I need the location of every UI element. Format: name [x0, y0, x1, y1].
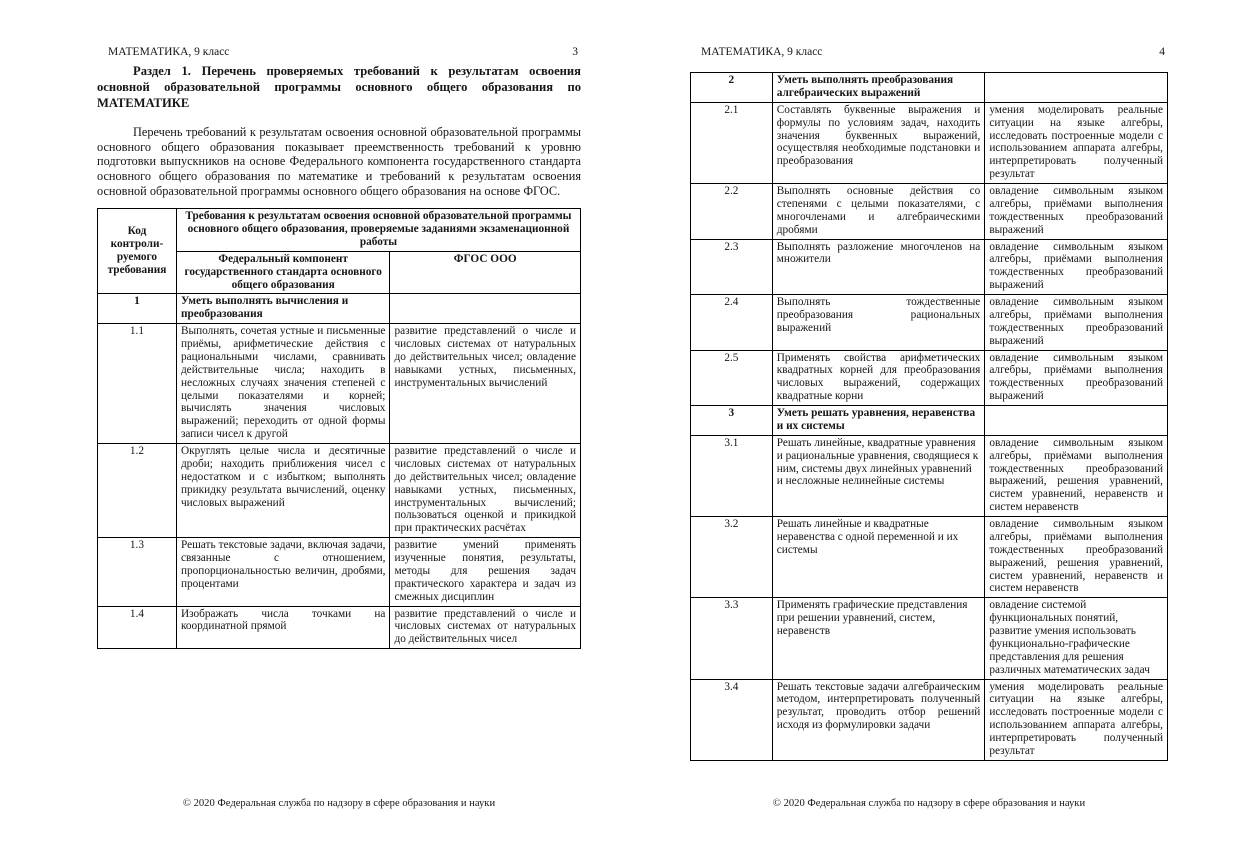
code-cell: 2.3	[691, 239, 773, 295]
page-4-footer: © 2020 Федеральная служба по надзору в сфере образования и науки	[772, 798, 1086, 809]
requirement-cell: Уметь выполнять вычисления и преобразования	[176, 294, 390, 324]
fgos-ooo-column-header: ФГОС ООО	[390, 251, 581, 294]
table-row	[98, 324, 581, 444]
span-column-header: Требования к результатам освоения основной образовательной программы основного общего образования, проверяемые заданиями экзаменационной работы	[176, 209, 580, 252]
code-cell: 2.4	[691, 295, 773, 351]
code-cell: 1.3	[98, 538, 177, 606]
requirement-cell: Решать текстовые задачи алгебраическим методом, интерпретировать полученный результат, проводить отбор решений исходя из формулировки задачи	[772, 679, 985, 760]
table-row	[98, 606, 581, 649]
requirement-cell: Выполнять, сочетая устные и письменные приёмы, арифметические действия с рациональными числами, сравнивать действительные числа; находить в несложных случаях значения степеней с целыми показателями и корней; вычислять значения числовых выражений; переходить от одной формы записи чисел к другой	[176, 324, 390, 444]
table-row	[98, 538, 581, 606]
requirements-table-page3	[97, 208, 581, 649]
table-row	[691, 102, 1168, 183]
requirement-cell: Выполнять тождественные преобразования рациональных выражений	[772, 295, 985, 351]
table-row	[98, 444, 581, 538]
code-cell: 3.3	[691, 598, 773, 679]
table-row	[691, 517, 1168, 598]
page-3-running-title: МАТЕМАТИКА, 9 класс	[108, 46, 230, 58]
table-row	[691, 239, 1168, 295]
requirement-cell: Применять графические представления при решении уравнений, систем, неравенств	[772, 598, 985, 679]
page-4	[690, 46, 1168, 761]
code-cell: 1.4	[98, 606, 177, 649]
table-row	[691, 679, 1168, 760]
table-row	[691, 350, 1168, 406]
requirements-table-page4	[690, 72, 1168, 761]
code-column-header: Код контроли-руемого требования	[98, 209, 177, 294]
table-row	[691, 295, 1168, 351]
page-4-header	[690, 46, 1168, 58]
fgos-cell	[390, 294, 581, 324]
fgos-cell: овладение символьным языком алгебры, приёмами выполнения тождественных преобразований выражений	[985, 350, 1168, 406]
requirement-cell: Решать линейные, квадратные уравнения и рациональные уравнения, сводящиеся к ним, системы двух линейных уравнений и несложные нелинейные системы	[772, 435, 985, 516]
page-3	[97, 46, 581, 649]
requirement-cell: Изображать числа точками на координатной прямой	[176, 606, 390, 649]
code-cell: 2.1	[691, 102, 773, 183]
fgos-cell	[985, 406, 1168, 436]
code-cell: 2.5	[691, 350, 773, 406]
page-4-number: 4	[1159, 46, 1165, 58]
table-row	[691, 435, 1168, 516]
table-row	[98, 294, 581, 324]
requirement-cell: Уметь выполнять преобразования алгебраических выражений	[772, 73, 985, 103]
fgos-cell: развитие представлений о числе и числовых системах от натуральных до действительных чисел; овладение навыками устных, письменных, инструментальных вычислений	[390, 324, 581, 444]
fgos-cell: овладение символьным языком алгебры, приёмами выполнения тождественных преобразований выражений, решения уравнений, систем уравнений, неравенств и систем неравенств	[985, 435, 1168, 516]
page-4-running-title: МАТЕМАТИКА, 9 класс	[701, 46, 823, 58]
page-3-footer: © 2020 Федеральная служба по надзору в сфере образования и науки	[182, 798, 496, 809]
page-3-number: 3	[572, 46, 578, 58]
requirement-cell: Составлять буквенные выражения и формулы по условиям задач, находить значения буквенных выражений, осуществляя необходимые подстановки и преобразования	[772, 102, 985, 183]
code-cell: 2.2	[691, 184, 773, 240]
fgos-cell: развитие представлений о числе и числовых системах от натуральных до действительных чисел; овладение навыками устных, письменных, инструментальных вычислений; пользоваться оценкой и прикидкой при практических расчётах	[390, 444, 581, 538]
requirement-cell: Выполнять основные действия со степенями с целыми показателями, с многочленами и алгебраическими дробями	[772, 184, 985, 240]
fgos-cell: овладение системой функциональных понятий, развитие умения использовать функционально-графические представления для решения различных математических задач	[985, 598, 1168, 679]
table-row	[691, 73, 1168, 103]
fgos-cell: развитие представлений о числе и числовых системах от натуральных до действительных чисел	[390, 606, 581, 649]
requirement-cell: Решать текстовые задачи, включая задачи, связанные с отношением, пропорциональностью величин, дробями, процентами	[176, 538, 390, 606]
code-cell: 3.4	[691, 679, 773, 760]
fgos-cell: овладение символьным языком алгебры, приёмами выполнения тождественных преобразований выражений, решения уравнений, систем уравнений, неравенств и систем неравенств	[985, 517, 1168, 598]
table-header-row-1	[98, 209, 581, 252]
code-cell: 1.1	[98, 324, 177, 444]
code-cell: 3.1	[691, 435, 773, 516]
fgos-cell	[985, 73, 1168, 103]
fgos-cell: умения моделировать реальные ситуации на языке алгебры, исследовать построенные модели с использованием аппарата алгебры, интерпретировать полученный результат	[985, 102, 1168, 183]
code-cell: 2	[691, 73, 773, 103]
intro-paragraph: Перечень требований к результатам освоения основной образовательной программы основного общего образования показывает преемственность требований к уровню подготовки выпускников на основе Федерального компонента государственного стандарта основного общего образования по математике и требований к результатам освоения основной образовательной программы основного общего образования на основе ФГОС.	[97, 125, 581, 198]
fgos-cell: овладение символьным языком алгебры, приёмами выполнения тождественных преобразований выражений	[985, 184, 1168, 240]
section-1-heading: Раздел 1. Перечень проверяемых требований к результатам освоения основной образовательной программы основного общего образования по МАТЕМАТИКЕ	[97, 64, 581, 111]
code-cell: 1.2	[98, 444, 177, 538]
requirement-cell: Уметь решать уравнения, неравенства и их системы	[772, 406, 985, 436]
fgos-cell: овладение символьным языком алгебры, приёмами выполнения тождественных преобразований выражений	[985, 295, 1168, 351]
code-cell: 3	[691, 406, 773, 436]
requirement-cell: Выполнять разложение многочленов на множители	[772, 239, 985, 295]
table-row	[691, 598, 1168, 679]
requirement-cell: Решать линейные и квадратные неравенства с одной переменной и их системы	[772, 517, 985, 598]
fgos-cell: развитие умений применять изученные понятия, результаты, методы для решения задач практического характера и задач из смежных дисциплин	[390, 538, 581, 606]
page-3-header	[97, 46, 581, 58]
fgos-cell: умения моделировать реальные ситуации на языке алгебры, исследовать построенные модели с использованием аппарата алгебры, интерпретировать полученный результат	[985, 679, 1168, 760]
requirement-cell: Округлять целые числа и десятичные дроби; находить приближения чисел с недостатком и с избытком; выполнять прикидку результата вычислений, оценку числовых выражений	[176, 444, 390, 538]
fk-gos-column-header: Федеральный компонент государственного стандарта основного общего образования	[176, 251, 390, 294]
requirement-cell: Применять свойства арифметических квадратных корней для преобразования числовых выражений, содержащих квадратные корни	[772, 350, 985, 406]
fgos-cell: овладение символьным языком алгебры, приёмами выполнения тождественных преобразований выражений	[985, 239, 1168, 295]
table-row	[691, 406, 1168, 436]
table-row	[691, 184, 1168, 240]
code-cell: 3.2	[691, 517, 773, 598]
code-cell: 1	[98, 294, 177, 324]
